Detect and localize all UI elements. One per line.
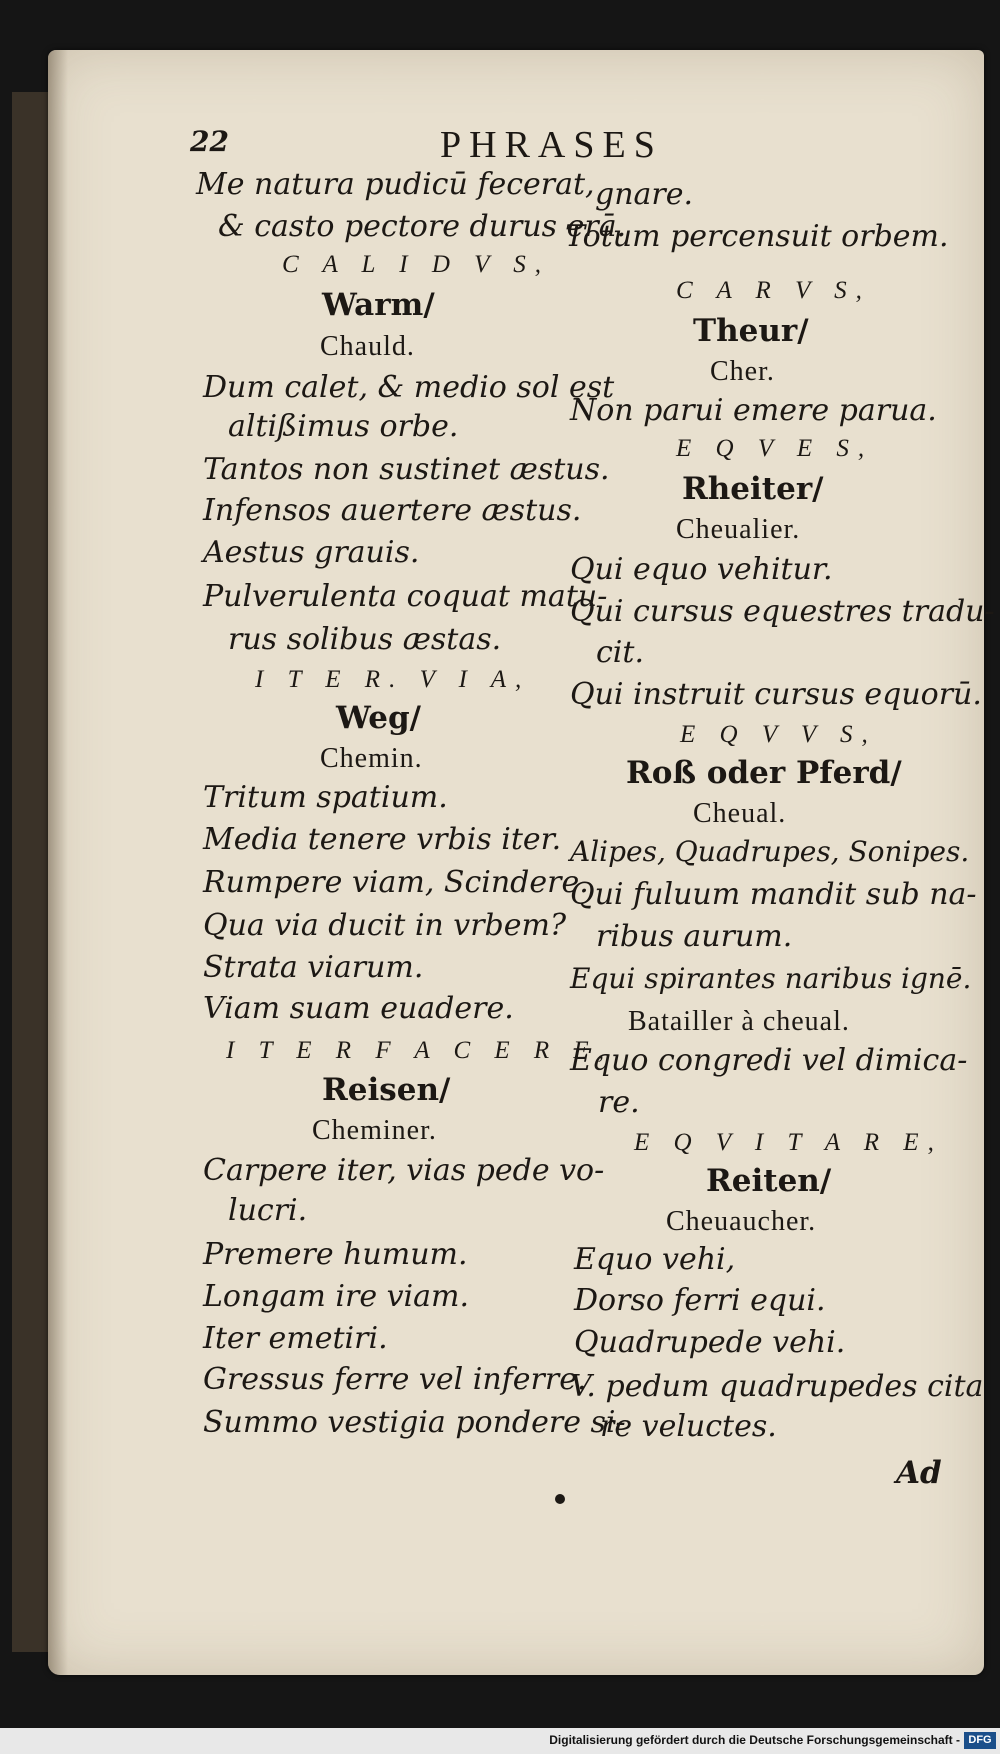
section-heading-equitare: E Q V I T A R E, — [634, 1129, 943, 1156]
left-line: Summo vestigia pondere si- — [203, 1405, 626, 1440]
right-line: Qui instruit cursus equorū. — [570, 677, 982, 712]
right-line: gnare. — [595, 177, 694, 212]
left-line: & casto pectore durus erā. — [218, 209, 627, 244]
french-gloss: Chauld. — [320, 331, 415, 362]
left-line: Tantos non sustinet æstus. — [203, 452, 610, 487]
section-heading-calidus: C A L I D V S, — [282, 251, 550, 278]
right-line: Alipes, Quadrupes, Sonipes. — [570, 835, 970, 868]
right-line: Qui fuluum mandit sub na- — [570, 877, 977, 912]
footer-credit: Digitalisierung gefördert durch die Deutsche Forschungsgemeinschaft - — [549, 1733, 960, 1747]
left-line: Gressus ferre vel inferre. — [203, 1362, 587, 1397]
french-gloss: Chemin. — [320, 743, 423, 774]
german-gloss: Theur/ — [693, 313, 809, 349]
french-gloss: Cheualier. — [676, 514, 801, 545]
left-line: Me natura pudicū fecerat, — [196, 167, 595, 202]
left-line: Tritum spatium. — [203, 780, 448, 815]
section-heading-iter-via: I T E R. V I A, — [255, 666, 531, 693]
digitization-footer — [0, 1728, 1000, 1754]
page-number: 22 — [190, 125, 229, 158]
page-title: PHRASES — [440, 124, 663, 166]
section-heading-eques: E Q V E S, — [676, 435, 874, 462]
right-line: Equi spirantes naribus ignē. — [570, 962, 972, 995]
page-ornament-dot — [555, 1494, 565, 1504]
left-line: altißimus orbe. — [228, 409, 459, 444]
german-gloss: Reisen/ — [322, 1072, 451, 1108]
section-heading-equus: E Q V V S, — [680, 721, 877, 748]
french-gloss: Batailler à cheual. — [628, 1006, 850, 1037]
left-line: Rumpere viam, Scindere. — [203, 865, 589, 900]
right-line: Quadrupede vehi. — [574, 1325, 846, 1360]
left-line: Qua via ducit in vrbem? — [203, 908, 567, 943]
catchword: Ad — [896, 1455, 942, 1491]
right-line: cit. — [596, 635, 644, 670]
right-line: re. — [598, 1085, 640, 1120]
german-gloss: Warm/ — [322, 287, 435, 323]
french-gloss: Cheminer. — [312, 1115, 437, 1146]
right-line: Totum percensuit orbem. — [565, 219, 949, 254]
right-line: re veluctes. — [600, 1409, 777, 1444]
right-line: Qui cursus equestres tradu- — [570, 594, 995, 629]
left-line: Premere humum. — [203, 1237, 468, 1272]
left-line: Carpere iter, vias pede vo- — [203, 1153, 605, 1188]
left-line: Media tenere vrbis iter. — [203, 822, 562, 857]
right-line: Dorso ferri equi. — [574, 1283, 826, 1318]
french-gloss: Cheuaucher. — [666, 1206, 817, 1237]
left-line: Aestus grauis. — [203, 535, 420, 570]
french-gloss: Cheual. — [693, 798, 787, 829]
german-gloss: Rheiter/ — [682, 471, 824, 507]
german-gloss: Roß oder Pferd/ — [626, 755, 902, 791]
left-line: Strata viarum. — [203, 950, 424, 985]
french-gloss: Cher. — [710, 356, 775, 387]
left-line: Longam ire viam. — [203, 1279, 470, 1314]
left-line: lucri. — [228, 1193, 308, 1228]
right-line: Non parui emere parua. — [570, 393, 937, 428]
dfg-logo: DFG — [964, 1732, 996, 1749]
right-line: Equo congredi vel dimica- — [570, 1043, 968, 1078]
left-line: Pulverulenta coquat matu- — [203, 579, 608, 614]
right-line: Qui equo vehitur. — [570, 552, 833, 587]
page-gutter-shadow — [48, 50, 68, 1675]
left-line: Viam suam euadere. — [203, 991, 514, 1026]
section-heading-carus: C A R V S, — [676, 277, 871, 304]
left-line: Iter emetiri. — [203, 1321, 388, 1356]
section-heading-iter-facere: I T E R F A C E R E, — [226, 1037, 613, 1064]
right-line: Equo vehi, — [574, 1242, 736, 1277]
left-line: Dum calet, & medio sol est — [203, 370, 615, 405]
left-line: rus solibus æstas. — [228, 622, 502, 657]
german-gloss: Weg/ — [336, 700, 422, 736]
right-line: ribus aurum. — [596, 919, 793, 954]
right-line: V. pedum quadrupedes cita — [570, 1369, 984, 1404]
german-gloss: Reiten/ — [706, 1163, 832, 1199]
left-line: Infensos auertere æstus. — [203, 493, 582, 528]
